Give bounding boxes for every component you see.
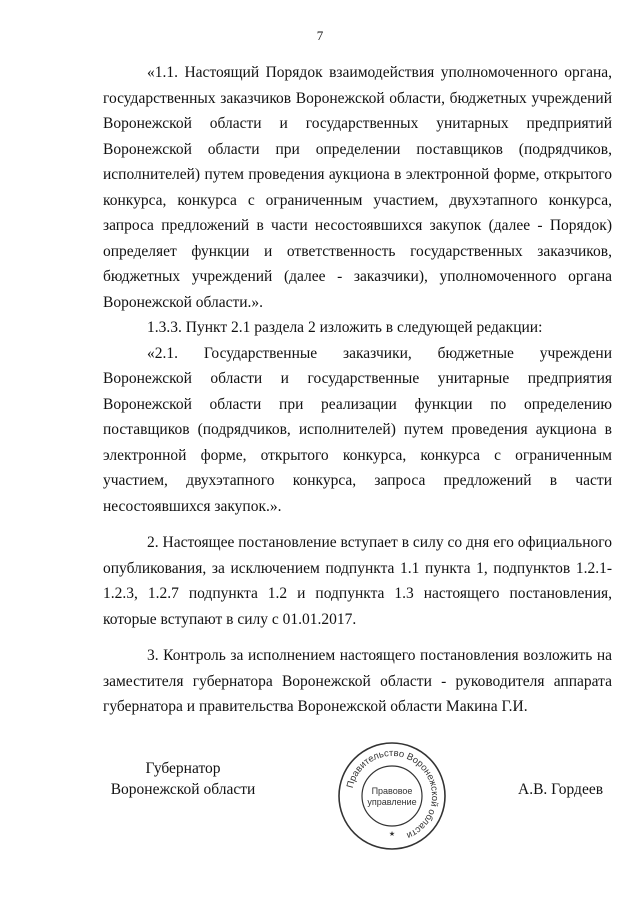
paragraph-item-1-1: «1.1. Настоящий Порядок взаимодействия уполномоченного органа, государственных заказчиков Воронежской области, бюджетных учреждений Воронежской области и государственных унитарных предприятий Воронежской области при определении поставщиков (подрядчиков, исполнителей) путем проведения аукциона в электронной форме, открытого конкурса, конкурса с ограниченным участием, двухэтапного конкурса, запроса предложений в части несостоявшихся закупок (далее - Порядок) определяет функции и ответственность государственных заказчиков, бюджетных учреждений (далее - заказчики), уполномоченного органа Воронежской области.». bbox=[103, 64, 612, 311]
signature-block bbox=[0, 740, 640, 850]
stamp-outer-text: Правительство Воронежской области bbox=[344, 747, 441, 841]
signer-name: А.В. Гордеев bbox=[518, 781, 604, 798]
stamp-inner-line-1: Правовое bbox=[371, 786, 413, 796]
paragraph-item-2: 2. Настоящее постановление вступает в силу со дня его официального опубликования, за исключением подпункта 1.1 пункта 1, подпунктов 1.2.1-1.2.3, 1.2.7 подпункта 1.2 и подпункта 1.3 настоящего постановления, которые вступают в силу с 01.01.2017. bbox=[103, 534, 612, 628]
signer-position bbox=[103, 758, 263, 800]
page-number: 7 bbox=[316, 28, 324, 43]
paragraph-item-3: 3. Контроль за исполнением настоящего постановления возложить на заместителя губернатора Воронежской области - руководителя аппарата губернатора и правительства Воронежской области Макина Г.И. bbox=[103, 647, 612, 715]
document-body bbox=[103, 60, 612, 720]
stamp-inner-line-2: управление bbox=[367, 797, 417, 807]
paragraph-item-2-1: «2.1. Государственные заказчики, бюджетные учреждени Воронежской области и государственные унитарные предприятия Воронежской области при реализации функции по определению поставщиков (подрядчиков, исполнителей) путем проведения аукциона в электронной форме, открытого конкурса, конкурса с ограниченным участием, двухэтапного конкурса, запроса предложений в части несостоявшихся закупок.». bbox=[103, 344, 612, 515]
signer-position-line-2: Воронежской области bbox=[110, 781, 256, 798]
signer-position-line-1: Губернатор bbox=[145, 760, 221, 777]
official-stamp-icon bbox=[336, 740, 448, 852]
stamp-star-mark: ★ bbox=[388, 831, 396, 838]
paragraph-item-1-3-3: 1.3.3. Пункт 2.1 раздела 2 изложить в следующей редакции: bbox=[147, 319, 543, 336]
